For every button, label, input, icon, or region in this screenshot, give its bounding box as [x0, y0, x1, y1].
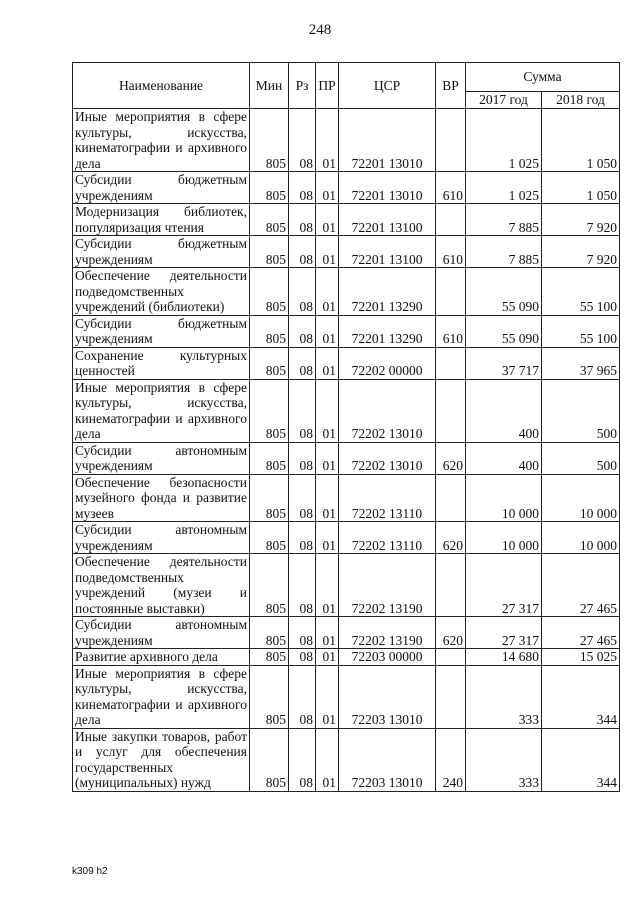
- cell-rz: 08: [289, 379, 316, 442]
- cell-min: 805: [250, 347, 289, 379]
- cell-2017: 333: [466, 665, 542, 728]
- table-row: [73, 109, 620, 172]
- cell-csr: 72201 13010: [339, 172, 436, 204]
- cell-vr: [436, 268, 466, 316]
- cell-pr: 01: [316, 109, 339, 172]
- cell-vr: [436, 474, 466, 522]
- footer-code: k309 h2: [72, 866, 108, 877]
- cell-csr: 72202 13010: [339, 379, 436, 442]
- cell-name: Субсидии автономным учреждениям: [73, 442, 250, 474]
- cell-2018: 37 965: [542, 347, 620, 379]
- cell-pr: 01: [316, 665, 339, 728]
- cell-min: 805: [250, 665, 289, 728]
- table-row: [73, 665, 620, 728]
- table-row: [73, 347, 620, 379]
- cell-rz: 08: [289, 109, 316, 172]
- header-csr: ЦСР: [339, 63, 436, 109]
- cell-pr: 01: [316, 649, 339, 666]
- cell-min: 805: [250, 109, 289, 172]
- cell-vr: 620: [436, 617, 466, 649]
- cell-name: Обеспечение безопасности музейного фонда и развитие музеев: [73, 474, 250, 522]
- cell-2018: 55 100: [542, 268, 620, 316]
- cell-2017: 27 317: [466, 554, 542, 617]
- cell-min: 805: [250, 268, 289, 316]
- cell-csr: 72203 13010: [339, 728, 436, 791]
- cell-csr: 72202 13190: [339, 554, 436, 617]
- cell-min: 805: [250, 442, 289, 474]
- cell-rz: 08: [289, 442, 316, 474]
- table-row: [73, 728, 620, 791]
- cell-pr: 01: [316, 474, 339, 522]
- cell-pr: 01: [316, 347, 339, 379]
- table-row: [73, 522, 620, 554]
- cell-2017: 7 885: [466, 204, 542, 236]
- table-row: [73, 379, 620, 442]
- cell-rz: 08: [289, 474, 316, 522]
- cell-csr: 72202 13010: [339, 442, 436, 474]
- cell-min: 805: [250, 617, 289, 649]
- cell-rz: 08: [289, 522, 316, 554]
- cell-pr: 01: [316, 554, 339, 617]
- cell-vr: [436, 649, 466, 666]
- header-pr: ПР: [316, 63, 339, 109]
- cell-csr: 72202 00000: [339, 347, 436, 379]
- cell-pr: 01: [316, 728, 339, 791]
- table-row: [73, 204, 620, 236]
- cell-pr: 01: [316, 204, 339, 236]
- cell-pr: 01: [316, 617, 339, 649]
- cell-name: Субсидии бюджетным учреждениям: [73, 236, 250, 268]
- cell-2018: 10 000: [542, 522, 620, 554]
- table-body: [73, 109, 620, 792]
- cell-2017: 37 717: [466, 347, 542, 379]
- page-number: 248: [308, 22, 332, 38]
- cell-vr: 610: [436, 236, 466, 268]
- table-row: [73, 617, 620, 649]
- header-min: Мин: [250, 63, 289, 109]
- cell-rz: 08: [289, 315, 316, 347]
- cell-pr: 01: [316, 379, 339, 442]
- cell-rz: 08: [289, 554, 316, 617]
- cell-name: Субсидии бюджетным учреждениям: [73, 172, 250, 204]
- cell-2017: 1 025: [466, 109, 542, 172]
- cell-2018: 10 000: [542, 474, 620, 522]
- cell-csr: 72201 13290: [339, 315, 436, 347]
- cell-csr: 72201 13100: [339, 236, 436, 268]
- table-row: [73, 236, 620, 268]
- cell-2018: 27 465: [542, 554, 620, 617]
- cell-name: Развитие архивного дела: [73, 649, 250, 666]
- table-row: [73, 649, 620, 666]
- cell-2018: 344: [542, 728, 620, 791]
- cell-2018: 7 920: [542, 236, 620, 268]
- cell-2018: 500: [542, 442, 620, 474]
- cell-name: Субсидии бюджетным учреждениям: [73, 315, 250, 347]
- cell-rz: 08: [289, 728, 316, 791]
- cell-vr: [436, 347, 466, 379]
- cell-vr: [436, 204, 466, 236]
- table-row: [73, 268, 620, 316]
- cell-min: 805: [250, 522, 289, 554]
- table-row: [73, 554, 620, 617]
- cell-min: 805: [250, 728, 289, 791]
- cell-2017: 10 000: [466, 522, 542, 554]
- cell-csr: 72203 00000: [339, 649, 436, 666]
- cell-pr: 01: [316, 268, 339, 316]
- cell-2018: 344: [542, 665, 620, 728]
- cell-2017: 55 090: [466, 315, 542, 347]
- cell-vr: [436, 665, 466, 728]
- cell-rz: 08: [289, 665, 316, 728]
- cell-2018: 15 025: [542, 649, 620, 666]
- cell-rz: 08: [289, 617, 316, 649]
- cell-pr: 01: [316, 172, 339, 204]
- cell-vr: 610: [436, 172, 466, 204]
- table-row: [73, 315, 620, 347]
- cell-2017: 400: [466, 379, 542, 442]
- cell-vr: 620: [436, 522, 466, 554]
- header-sum: Сумма: [466, 63, 620, 92]
- cell-pr: 01: [316, 442, 339, 474]
- table-row: [73, 474, 620, 522]
- cell-name: Иные мероприятия в сфере культуры, искусства, кинематографии и архивного дела: [73, 109, 250, 172]
- cell-2017: 400: [466, 442, 542, 474]
- cell-name: Субсидии автономным учреждениям: [73, 617, 250, 649]
- cell-rz: 08: [289, 172, 316, 204]
- cell-min: 805: [250, 172, 289, 204]
- table-row: [73, 172, 620, 204]
- cell-min: 805: [250, 379, 289, 442]
- cell-csr: 72202 13190: [339, 617, 436, 649]
- cell-csr: 72203 13010: [339, 665, 436, 728]
- cell-csr: 72202 13110: [339, 522, 436, 554]
- header-rz: Рз: [289, 63, 316, 109]
- cell-name: Модернизация библиотек, популяризация чтения: [73, 204, 250, 236]
- cell-csr: 72201 13290: [339, 268, 436, 316]
- cell-2018: 27 465: [542, 617, 620, 649]
- cell-2017: 10 000: [466, 474, 542, 522]
- header-name: Наименование: [73, 63, 250, 109]
- cell-2018: 7 920: [542, 204, 620, 236]
- cell-2018: 55 100: [542, 315, 620, 347]
- cell-rz: 08: [289, 268, 316, 316]
- cell-vr: 620: [436, 442, 466, 474]
- cell-vr: [436, 379, 466, 442]
- cell-min: 805: [250, 474, 289, 522]
- cell-csr: 72201 13010: [339, 109, 436, 172]
- cell-name: Иные мероприятия в сфере культуры, искусства, кинематографии и архивного дела: [73, 379, 250, 442]
- cell-2018: 1 050: [542, 172, 620, 204]
- cell-name: Сохранение культурных ценностей: [73, 347, 250, 379]
- cell-vr: 610: [436, 315, 466, 347]
- cell-min: 805: [250, 315, 289, 347]
- cell-rz: 08: [289, 347, 316, 379]
- cell-vr: [436, 109, 466, 172]
- cell-2018: 1 050: [542, 109, 620, 172]
- cell-min: 805: [250, 554, 289, 617]
- header-vr: ВР: [436, 63, 466, 109]
- cell-2017: 1 025: [466, 172, 542, 204]
- cell-2017: 27 317: [466, 617, 542, 649]
- cell-pr: 01: [316, 522, 339, 554]
- cell-name: Обеспечение деятельности подведомственных учреждений (библиотеки): [73, 268, 250, 316]
- cell-2017: 333: [466, 728, 542, 791]
- cell-rz: 08: [289, 649, 316, 666]
- cell-name: Субсидии автономным учреждениям: [73, 522, 250, 554]
- budget-table: [72, 62, 620, 792]
- cell-csr: 72202 13110: [339, 474, 436, 522]
- cell-name: Обеспечение деятельности подведомственных учреждений (музеи и постоянные выставки): [73, 554, 250, 617]
- header-2017: 2017 год: [466, 92, 542, 109]
- cell-name: Иные закупки товаров, работ и услуг для обеспечения государственных (муниципальных) нужд: [73, 728, 250, 791]
- cell-name: Иные мероприятия в сфере культуры, искусства, кинематографии и архивного дела: [73, 665, 250, 728]
- cell-vr: 240: [436, 728, 466, 791]
- cell-min: 805: [250, 236, 289, 268]
- header-2018: 2018 год: [542, 92, 620, 109]
- cell-2018: 500: [542, 379, 620, 442]
- cell-vr: [436, 554, 466, 617]
- cell-pr: 01: [316, 236, 339, 268]
- cell-csr: 72201 13100: [339, 204, 436, 236]
- cell-2017: 55 090: [466, 268, 542, 316]
- cell-min: 805: [250, 204, 289, 236]
- cell-2017: 14 680: [466, 649, 542, 666]
- cell-min: 805: [250, 649, 289, 666]
- table-row: [73, 442, 620, 474]
- cell-2017: 7 885: [466, 236, 542, 268]
- cell-pr: 01: [316, 315, 339, 347]
- cell-rz: 08: [289, 204, 316, 236]
- cell-rz: 08: [289, 236, 316, 268]
